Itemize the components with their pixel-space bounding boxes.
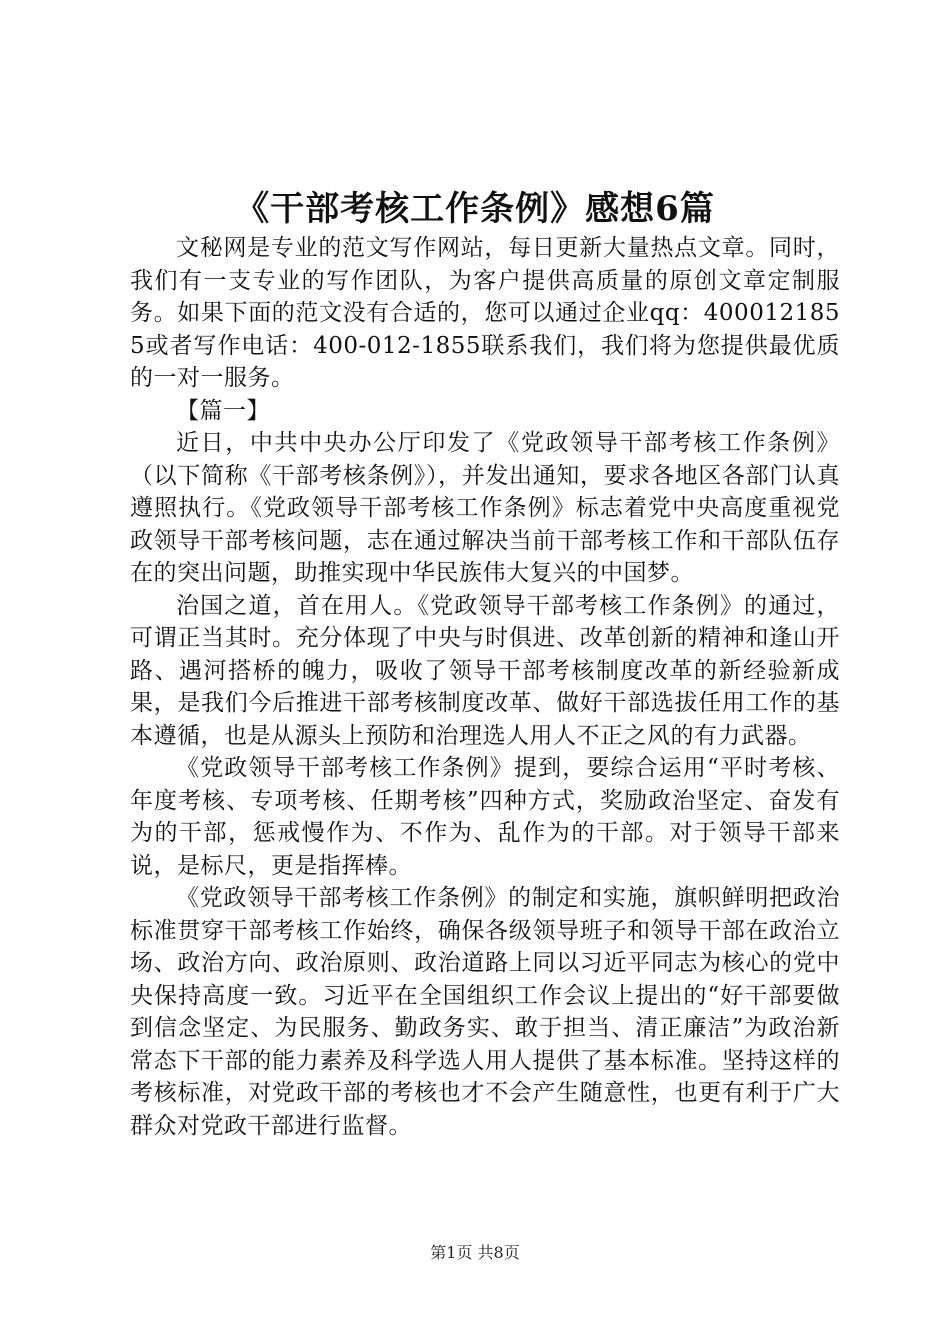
body-paragraph: 近日，中共中央办公厅印发了《党政领导干部考核工作条例》（以下简称《干部考核条例》），并发出通知，要求各地区各部门认真遵照执行。《党政领导干部考核工作条例》标志着党中央高度重视党政领导干部考核问题，志在通过解决当前干部考核工作和干部队伍存在的突出问题，助推实现中华民族伟大复兴的中国梦。 <box>130 430 840 586</box>
body-paragraph: 《党政领导干部考核工作条例》的制定和实施，旗帜鲜明把政治标准贯穿干部考核工作始终，确保各级领导班子和领导干部在政治立场、政治方向、政治原则、政治道路上同以习近平同志为核心的党中央保持高度一致。习近平在全国组织工作会议上提出的“好干部要做到信念坚定、为民服务、勤政务实、敢于担当、清正廉洁”为政治新常态下干部的能力素养及科学选人用人提供了基本标准。坚持这样的考核标准，对党政干部的考核也才不会产生随意性，也更有利于广大群众对党政干部进行监督。 <box>130 885 840 1139</box>
document-title: 《干部考核工作条例》感想6篇 <box>235 189 715 229</box>
intro-paragraph: 文秘网是专业的范文写作网站，每日更新大量热点文章。同时，我们有一支专业的写作团队，为客户提供高质量的原创文章定制服务。如果下面的范文没有合适的，您可以通过企业qq：4000121855或者写作电话：400-012-1855联系我们，我们将为您提供最优质的一对一服务。 <box>130 235 840 391</box>
body-paragraph: 《党政领导干部考核工作条例》提到，要综合运用“平时考核、年度考核、专项考核、任期考核”四种方式，奖励政治坚定、奋发有为的干部，惩戒慢作为、不作为、乱作为的干部。对于领导干部来说，是标尺，更是指挥棒。 <box>130 755 840 879</box>
page-number-footer: 第1页 共8页 <box>430 1243 520 1262</box>
body-paragraph: 治国之道，首在用人。《党政领导干部考核工作条例》的通过，可谓正当其时。充分体现了中央与时俱进、改革创新的精神和逢山开路、遇河搭桥的魄力，吸收了领导干部考核制度改革的新经验新成果，是我们今后推进干部考核制度改革、做好干部选拔任用工作的基本遵循，也是从源头上预防和治理选人用人不正之风的有力武器。 <box>130 592 840 749</box>
section-heading: 【篇一】 <box>176 397 270 424</box>
document-body <box>130 232 840 1142</box>
